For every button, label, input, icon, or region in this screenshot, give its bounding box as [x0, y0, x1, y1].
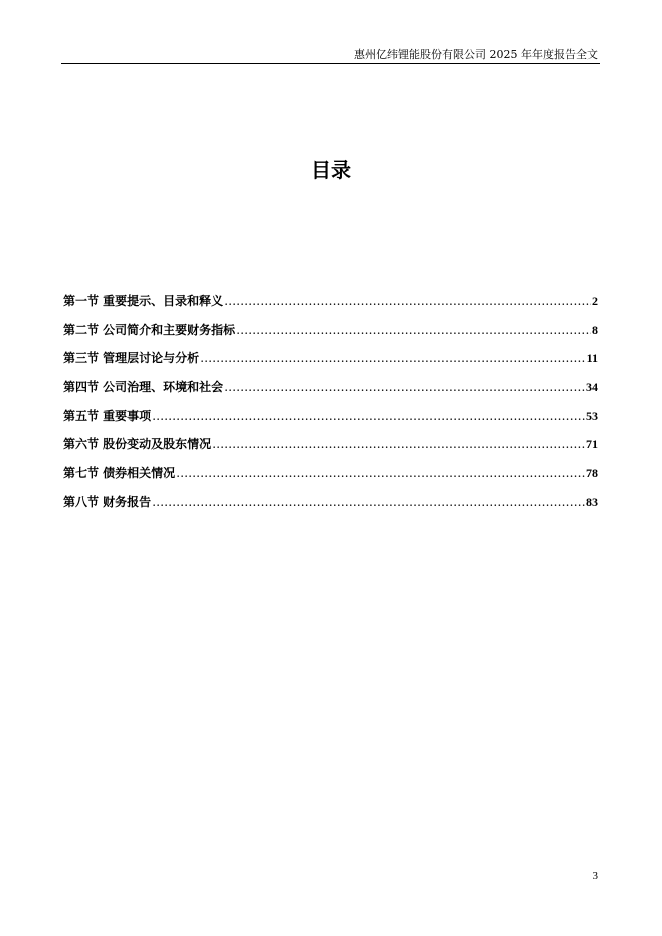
- toc-entry-section-3[interactable]: [63, 349, 598, 378]
- toc-dot-leader: [152, 495, 585, 509]
- toc-entry-section-2[interactable]: [63, 321, 598, 350]
- toc-entry-section-8[interactable]: [63, 493, 598, 522]
- toc-entry-section-4[interactable]: [63, 378, 598, 407]
- toc-entry-page: 11: [586, 351, 598, 366]
- toc-entry-label: 第八节 财务报告: [63, 494, 152, 509]
- toc-dot-leader: [236, 323, 591, 337]
- toc-entry-label: 第二节 公司简介和主要财务指标: [63, 322, 236, 337]
- toc-entry-page: 53: [586, 408, 598, 423]
- toc-entry-page: 83: [586, 494, 598, 509]
- toc-entry-section-7[interactable]: [63, 464, 598, 493]
- toc-entry-page: 34: [586, 380, 598, 395]
- toc-dot-leader: [152, 409, 585, 423]
- toc-entry-label: 第三节 管理层讨论与分析: [63, 351, 200, 366]
- toc-entry-page: 78: [586, 466, 598, 481]
- toc-entry-page: 71: [586, 437, 598, 452]
- table-of-contents: [63, 292, 598, 522]
- toc-entry-section-5[interactable]: [63, 407, 598, 436]
- page-number: 3: [592, 870, 598, 882]
- toc-entry-label: 第六节 股份变动及股东情况: [63, 437, 212, 452]
- toc-entry-page: 2: [592, 294, 598, 308]
- toc-dot-leader: [224, 294, 591, 308]
- toc-entry-label: 第五节 重要事项: [63, 408, 152, 423]
- toc-entry-page: 8: [592, 322, 598, 337]
- toc-dot-leader: [176, 466, 585, 480]
- toc-entry-section-1[interactable]: [63, 292, 598, 321]
- toc-dot-leader: [224, 380, 585, 394]
- toc-entry-label: 第七节 债券相关情况: [63, 466, 176, 481]
- running-header: 惠州亿纬锂能股份有限公司 2025 年年度报告全文: [354, 48, 598, 61]
- header-divider: [61, 63, 600, 64]
- toc-title: 目录: [311, 158, 351, 182]
- toc-entry-label: 第一节 重要提示、目录和释义: [63, 294, 224, 308]
- toc-entry-section-6[interactable]: [63, 435, 598, 464]
- toc-dot-leader: [200, 351, 585, 365]
- toc-entry-label: 第四节 公司治理、环境和社会: [63, 380, 224, 395]
- toc-dot-leader: [212, 437, 585, 451]
